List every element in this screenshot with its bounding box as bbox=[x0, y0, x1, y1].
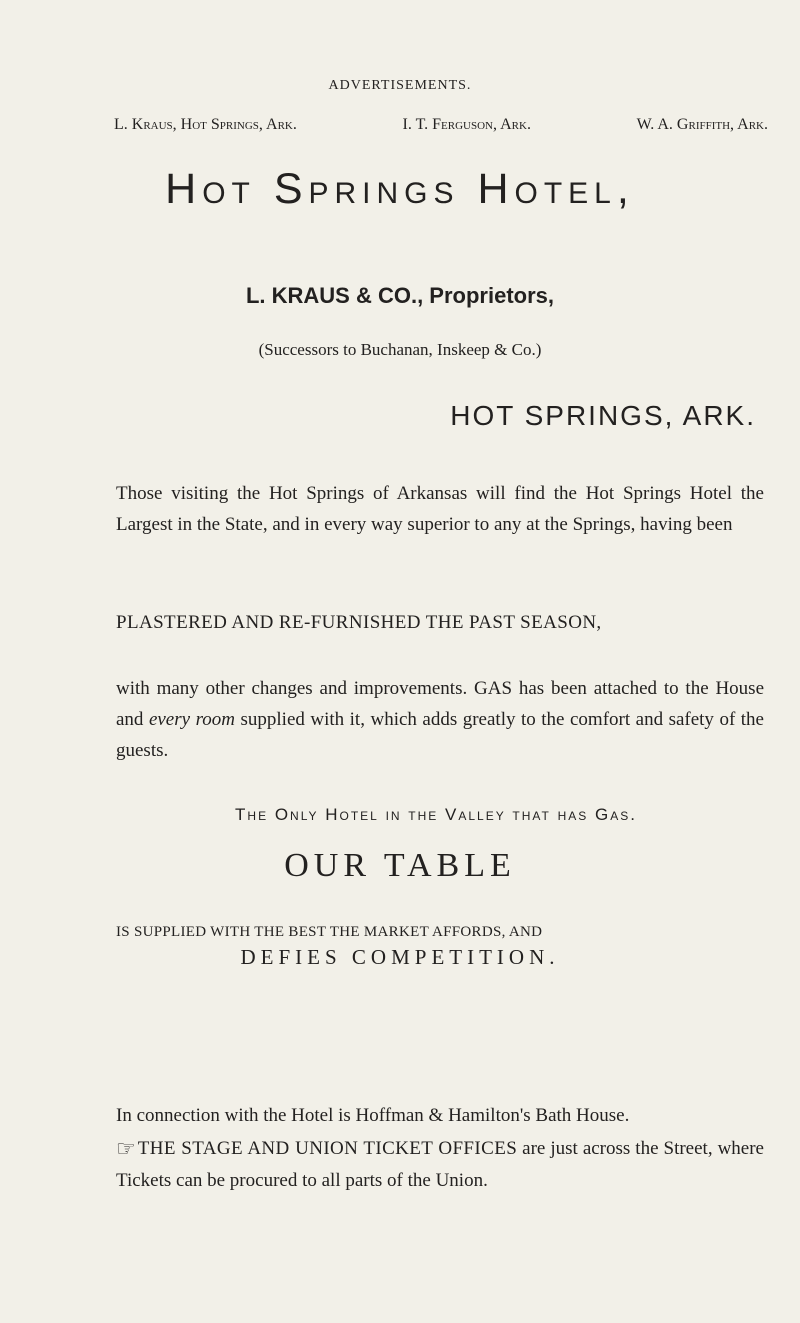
pointing-hand-icon: ☞ bbox=[116, 1137, 136, 1162]
hotel-title: Hot Springs Hotel, bbox=[165, 165, 635, 213]
partner-name-ferguson: I. T. Ferguson, Ark. bbox=[402, 116, 531, 133]
partner-name-griffith: W. A. Griffith, Ark. bbox=[636, 116, 768, 133]
defies-competition-line: DEFIES COMPETITION. bbox=[240, 945, 560, 969]
city-heading: HOT SPRINGS, ARK. bbox=[450, 400, 756, 431]
plastered-line: PLASTERED AND RE-FURNISHED THE PAST SEASON, bbox=[116, 612, 602, 633]
improvements-text-end: supplied with it, which adds greatly to the comfort and safety of the guests. bbox=[116, 709, 764, 761]
our-table-heading: OUR TABLE bbox=[284, 847, 516, 884]
successors-line: (Successors to Buchanan, Inskeep & Co.) bbox=[258, 340, 542, 359]
stage-office-caps: THE STAGE AND UNION TICKET OFFICES bbox=[137, 1138, 518, 1159]
only-hotel-slogan: The Only Hotel in the Valley that has Gas. bbox=[235, 805, 637, 824]
page-heading: ADVERTISEMENTS. bbox=[328, 78, 472, 93]
bath-house-paragraph: In connection with the Hotel is Hoffman & Hamilton's Bath House. bbox=[116, 1105, 630, 1126]
improvements-text-start: with many other changes and improvements. GAS has been attached to the House and bbox=[116, 678, 764, 730]
improvements-emphasis: every room bbox=[148, 709, 235, 730]
partner-name-kraus: L. Kraus, Hot Springs, Ark. bbox=[114, 116, 297, 133]
proprietors-line: L. KRAUS & CO., Proprietors, bbox=[245, 283, 555, 308]
intro-paragraph: Those visiting the Hot Springs of Arkansas will find the Hot Springs Hotel the Largest in the State, and in every way superior to any at the Springs, having been bbox=[116, 483, 764, 535]
supplied-line: IS SUPPLIED WITH THE BEST THE MARKET AFFORDS, AND bbox=[116, 924, 543, 940]
partner-names bbox=[114, 116, 768, 134]
stage-office-text: are just across the Street, where Tickets can be procured to all parts of the Union. bbox=[116, 1138, 764, 1191]
stage-office-paragraph bbox=[116, 1133, 764, 1196]
improvements-paragraph bbox=[116, 673, 764, 766]
